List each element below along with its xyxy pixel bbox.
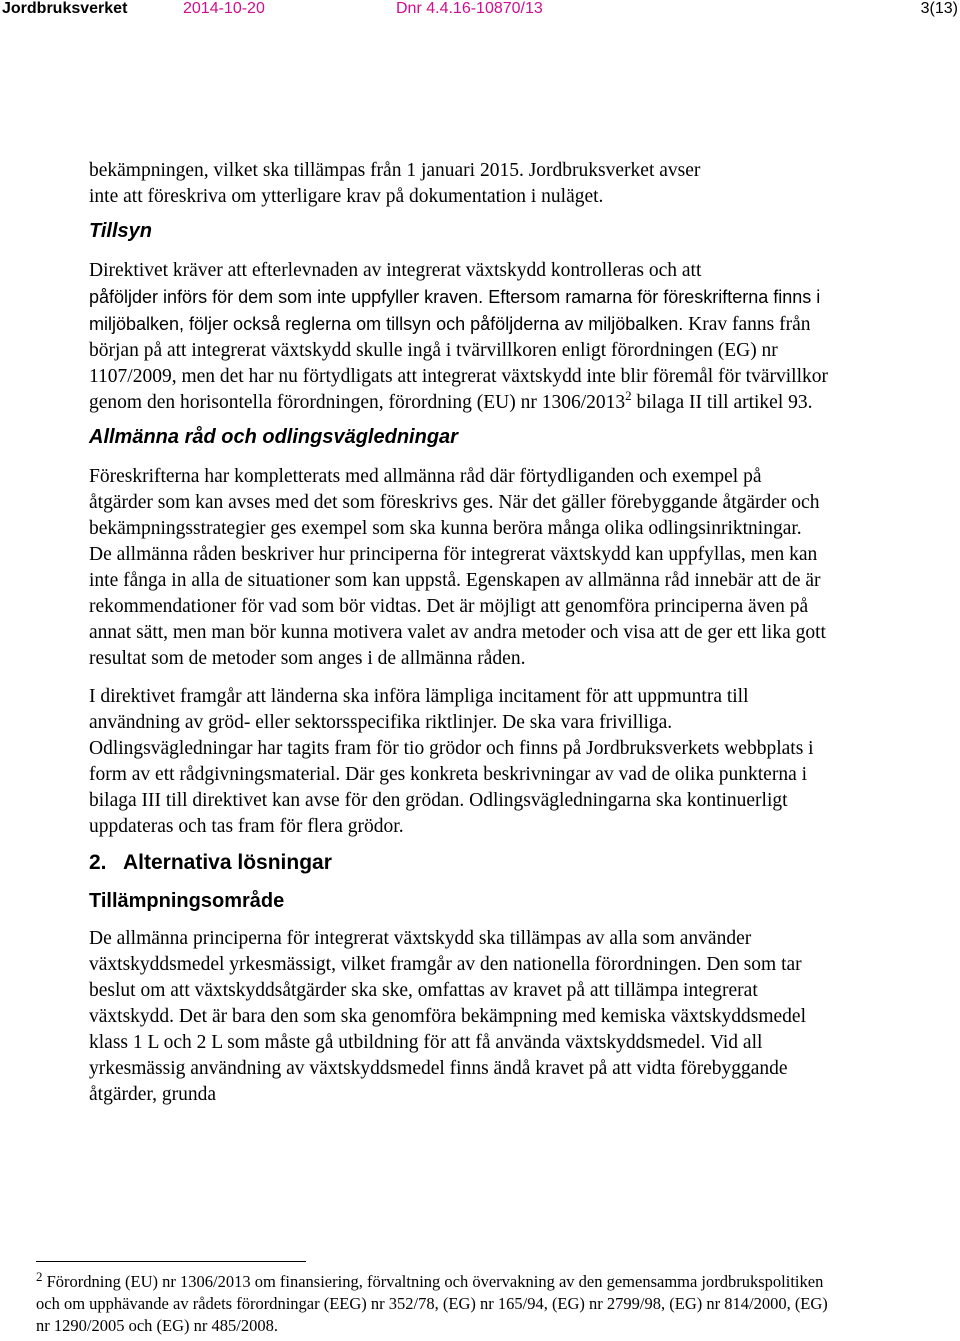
footnote [36, 1271, 836, 1337]
document-body [89, 158, 829, 1108]
paragraph-allmanna-rad: Föreskrifterna har kompletterats med allmänna råd där förtydliganden och exempel på åtgärder som kan avses med det som föreskrivs ges. När det gäller förebyggande åtgärder och bekämpningsstrategier ges exempel som ska kunna beröra många olika odlingsinriktningar. De allmänna råden beskriver hur principerna för integrerat växtskydd kan uppfyllas, men kan inte fånga in alla de situationer som kan uppstå. Egenskapen av allmänna råd innebär att de är rekommendationer för vad som bör vidtas. Det är möjligt att genomföra principerna även på annat sätt, men man bör kunna motivera valet av andra metoder och visa att de ger ett lika gott resultat som de metoder som anges i de allmänna råden. [89, 466, 826, 669]
footnote-text: Förordning (EU) nr 1306/2013 om finansiering, förvaltning och övervakning av den gemensamma jordbrukspolitiken och om upphävande av rådets förordningar (EEG) nr 352/78, (EG) nr 165/94, (EG) nr 2799/98, (EG) nr 814/2000, (EG) nr 1290/2005 och (EG) nr 485/2008. [36, 1272, 828, 1335]
tillsyn-line-2: påföljder införs för dem som inte uppfyller kraven. [89, 287, 484, 307]
document-date: 2014-10-20 [183, 0, 265, 17]
page-number: 3(13) [920, 0, 958, 17]
footnote-reference: 2 [625, 388, 632, 403]
tillsyn-sentence-krav: Krav fanns från början på att integrerat växtskydd skulle ingå i tvärvillkoren enligt förordningen (EG) nr 1107/2009, men det har nu förtydligats att integrerat växtskydd inte blir föremål för tvärvillkor genom den horisontella förordningen, förordning (EU) nr 1306/2013 [89, 314, 829, 413]
tillsyn-sentence-end: bilaga II till artikel 93. [631, 392, 813, 413]
heading-allmanna-rad: Allmänna råd och odlingsvägledningar [89, 426, 458, 448]
document-number: Dnr 4.4.16-10870/13 [396, 0, 543, 17]
section-title: Alternativa lösningar [123, 851, 332, 874]
section-number: 2. [89, 851, 107, 874]
paragraph-tillampningsomrade: De allmänna principerna för integrerat växtskydd ska tillämpas av alla som använder växtskyddsmedel yrkesmässigt, vilket framgår av den nationella förordningen. Den som tar beslut om att växtskyddsåtgärder ska ske, omfattas av kravet på att tillämpa integrerat växtskydd. Det är bara den som ska genomföra bekämpning med kemiska växtskyddsmedel klass 1 L och 2 L som måste gå utbildning för att få använda växtskyddsmedel. Vid all yrkesmässig användning av växtskyddsmedel finns ändå kravet på att vidta förebyggande åtgärder, grunda [89, 928, 806, 1105]
paragraph-tillsyn [89, 258, 829, 416]
tillsyn-line-1: Direktivet kräver att efterlevnaden av integrerat växtskydd kontrolleras och att [89, 260, 702, 281]
tillsyn-sentence-ramarna: Eftersom ramarna för föreskrifterna finns i miljöbalken, följer också reglerna om tillsyn och påföljderna av miljöbalken. [89, 287, 821, 334]
paragraph-incitament: I direktivet framgår att länderna ska införa lämpliga incitament för att uppmuntra till användning av gröd- eller sektorsspecifika riktlinjer. De ska vara frivilliga. Odlingsvägledningar har tagits fram för tio grödor och finns på Jordbruksverkets webbplats i form av ett rådgivningsmaterial. Där ges konkreta beskrivningar av vad de olika punkterna i bilaga III till direktivet kan avse för den grödan. Odlingsvägledningarna ska kontinuerligt uppdateras och tas fram för flera grödor. [89, 686, 814, 837]
intro-line-1: bekämpningen, vilket ska tillämpas från 1 januari 2015. Jordbruksverket avser [89, 160, 701, 181]
footnote-marker: 2 [36, 1269, 43, 1284]
heading-tillampningsomrade: Tillämpningsområde [89, 890, 285, 912]
organization-name: Jordbruksverket [2, 0, 128, 17]
page-header [0, 0, 960, 22]
footnote-divider [36, 1261, 306, 1262]
intro-line-2: inte att föreskriva om ytterligare krav på dokumentation i nuläget. [89, 186, 604, 207]
section-heading-alternativa-losningar [89, 850, 829, 876]
heading-tillsyn: Tillsyn [89, 220, 152, 242]
paragraph-intro [89, 158, 829, 210]
